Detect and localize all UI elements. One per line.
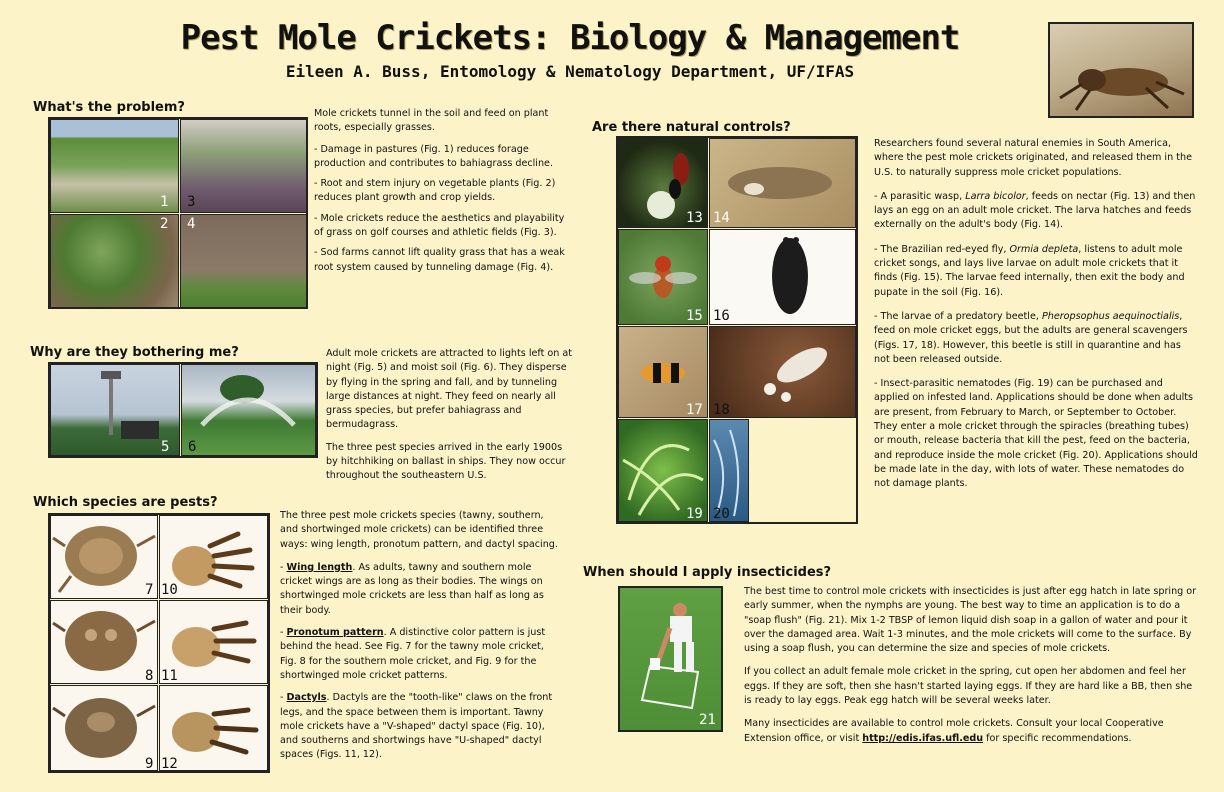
header-mole-cricket-photo xyxy=(1048,22,1194,118)
problem-text xyxy=(314,107,569,283)
problem-para-5: - Sod farms cannot lift quality grass that has a weak root system caused by tunneling damage (Fig. 4). xyxy=(314,247,565,273)
fig-9-number: 9 xyxy=(145,756,154,772)
insecticides-para-3 xyxy=(744,717,1200,746)
natural-text xyxy=(874,137,1198,500)
pronotum-pattern-label: Pronotum pattern xyxy=(286,627,384,639)
fig-14-number: 14 xyxy=(713,210,730,226)
fig-19-number: 19 xyxy=(686,506,703,522)
pronotum-pattern-text: . A distinctive color pattern is just behind the head. See Fig. 7 for the tawny mole cricket, Fig. 8 for the southern mole cricket, and Fig. 9 for the shortwinged mole cricket patterns. xyxy=(280,627,546,681)
insecticides-para-1: The best time to control mole crickets with insecticides is just after egg hatch in late spring or early summer, when the nymphs are young. The best way to time an application is to do a "soap flush" (Fig. 21). Mix 1-2 TBSP of lemon liquid dish soap in a gallon of water and pour it over the damaged area. Wait 1-3 minutes, and the mole crickets will come to the surface. By using a soap flush, you can determine the size and species of mole crickets. xyxy=(744,586,1197,655)
fly-text-pre: - The Brazilian red-eyed fly, xyxy=(874,243,1010,255)
fig-21-soap-flush-photo xyxy=(618,586,723,732)
fig-13-number: 13 xyxy=(686,210,703,226)
insecticides-heading: When should I apply insecticides? xyxy=(583,565,832,580)
natural-para-1: Researchers found several natural enemies in South America, where the pest mole crickets originated, and released them in the U.S. to naturally suppress mole cricket populations. xyxy=(874,138,1192,178)
problem-para-3: - Root and stem injury on vegetable plants (Fig. 2) reduces plant growth and crop yields. xyxy=(314,178,556,204)
fig-1-number: 1 xyxy=(160,194,169,210)
natural-para-5: - Insect-parasitic nematodes (Fig. 19) can be purchased and applied on infested land. Applications should be done when adults are present, from February to March, or September to October. They enter a mole cricket through the spiracles (breathing tubes) or mouth, release bacteria that kill the pest, feed on the bacteria, and reproduce inside the mole cricket (Fig. 20). Applications should be made late in the day, with lots of water. These nematodes do not damage plants. xyxy=(874,378,1198,490)
extension-text-pre: Many insecticides are available to control mole crickets. Consult your local Cooperative Extension office, or visit xyxy=(744,718,1164,744)
wing-length-label: Wing length xyxy=(286,561,353,573)
bothering-para-1: Adult mole crickets are attracted to lights left on at night (Fig. 5) and moist soil (Fig. 6). They disperse by flying in the spring and fall, and by tunneling large distances at night. They feed on nearly all grass species, but prefer bahiagrass and bermudagrass. xyxy=(326,348,573,431)
fig-11-number: 11 xyxy=(161,668,178,684)
natural-para-2 xyxy=(874,190,1198,233)
wasp-species-name: Larra bicolor xyxy=(965,190,1026,202)
insecticides-text xyxy=(744,585,1200,754)
beetle-text-post: , feed on mole cricket eggs, but the adults are general scavengers (Figs. 17, 18). However, this beetle is still in quarantine and has not been released outside. xyxy=(874,310,1188,365)
fig-8-number: 8 xyxy=(145,668,154,684)
species-dactyls: - Dactyls. Dactyls are the "tooth-like" claws on the front legs, and the space between them is important. Tawny mole crickets have a "V-shaped" dactyl space (Fig. 10), and southerns and shortwings have "U-shaped" dactyl spaces (Figs. 11, 12). xyxy=(280,692,553,761)
fig-9-shortwinged-pronotum-photo xyxy=(50,685,158,771)
species-wing: - Wing length. As adults, tawny and southern mole cricket wings are as long as their bodies. The wings on shortwinged mole crickets are less than half as long as their body. xyxy=(280,561,544,616)
problem-para-2: - Damage in pastures (Fig. 1) reduces forage production and contributes to bahiagrass decline. xyxy=(314,143,554,169)
natural-para-4 xyxy=(874,310,1198,367)
fig-5-number: 5 xyxy=(161,439,170,455)
wing-length-text: . As adults, tawny and southern mole cricket wings are as long as their bodies. The wings on shortwinged mole crickets are less than half as long as their body. xyxy=(280,561,544,616)
problem-para-1: Mole crickets tunnel in the soil and feed on plant roots, especially grasses. xyxy=(314,108,549,134)
fig-7-number: 7 xyxy=(145,582,154,598)
fly-text-post: , listens to adult mole cricket songs, and lays live larvae on adult mole crickets that it finds (Fig. 15). The larvae feed internally, then exit the body and pupate in the soil (Fig. 16). xyxy=(874,243,1185,298)
fig-3-number: 3 xyxy=(187,194,196,210)
fig-18-beetle-larva-photo xyxy=(709,326,856,418)
problem-para-4: - Mole crickets reduce the aesthetics and playability of grass on golf courses and athletic fields (Fig. 3). xyxy=(314,212,565,239)
fig-21-number: 21 xyxy=(699,712,716,728)
fig-7-tawny-pronotum-photo xyxy=(50,515,158,599)
fig-6-number: 6 xyxy=(188,439,197,455)
fig-4-number: 4 xyxy=(187,216,196,232)
species-text xyxy=(280,509,560,771)
natural-heading: Are there natural controls? xyxy=(592,120,791,135)
poster-title: Pest Mole Crickets: Biology & Management xyxy=(180,18,960,58)
dactyls-label: Dactyls xyxy=(286,692,327,704)
bothering-para-2: The three pest species arrived in the early 1900s by hitchhiking on ballast in ships. They now occur throughout the southeastern U.S. xyxy=(326,441,566,482)
fig-17-number: 17 xyxy=(686,402,703,418)
bothering-heading: Why are they bothering me? xyxy=(30,345,239,360)
problem-heading: What's the problem? xyxy=(33,100,185,115)
wasp-text-post: , feeds on nectar (Fig. 13) and then lays an egg on an adult mole cricket. The larva hatches and feeds externally on the adult's body (Fig. 14). xyxy=(874,190,1196,231)
beetle-species-name: Pheropsophus aequinoctialis xyxy=(1041,310,1180,322)
fig-3-golf-photo xyxy=(180,119,307,213)
fig-16-number: 16 xyxy=(713,308,730,324)
species-pronotum: - Pronotum pattern. A distinctive color pattern is just behind the head. See Fig. 7 for the tawny mole cricket, Fig. 8 for the southern mole cricket, and Fig. 9 for the shortwinged mole cricket patterns. xyxy=(280,627,546,681)
fig-2-number: 2 xyxy=(160,216,169,232)
bothering-text xyxy=(326,347,576,492)
edis-link[interactable]: http://edis.ifas.ufl.edu xyxy=(862,732,984,744)
fig-8-southern-pronotum-photo xyxy=(50,600,158,684)
insecticides-para-2: If you collect an adult female mole cricket in the spring, cut open her abdomen and feel her eggs. If they are soft, then she hasn't started laying eggs. If they are hard like a BB, then she is ready to lay eggs. Peak egg hatch will be several weeks later. xyxy=(744,666,1193,707)
beetle-text-pre: - The larvae of a predatory beetle, xyxy=(874,310,1042,322)
fig-16-pupa-photo xyxy=(709,229,856,325)
fig-6-sprinkler-photo xyxy=(181,364,316,456)
natural-para-3 xyxy=(874,243,1198,300)
species-heading: Which species are pests? xyxy=(33,495,218,510)
fig-15-number: 15 xyxy=(686,308,703,324)
fig-20-number: 20 xyxy=(713,506,730,522)
extension-text-post: for specific recommendations. xyxy=(983,732,1132,744)
fig-4-sod-photo xyxy=(180,214,307,308)
fly-species-name: Ormia depleta xyxy=(1009,243,1079,255)
fig-18-number: 18 xyxy=(713,402,730,418)
wasp-text-pre: - A parasitic wasp, xyxy=(874,190,966,202)
fig-10-number: 10 xyxy=(161,582,178,598)
fig-14-larva-photo xyxy=(709,138,856,228)
dactyls-text: . Dactyls are the "tooth-like" claws on the front legs, and the space between them is important. Tawny mole crickets have a "V-shaped" dactyl space (Fig. 10), and southerns and shortwings have "U-shaped" dactyl spaces (Figs. 11, 12). xyxy=(280,692,553,761)
species-intro: The three pest mole crickets species (tawny, southern, and shortwinged mole crickets) can be identified three ways: wing length, pronotum pattern, and dactyl spacing. xyxy=(280,510,558,550)
poster-author: Eileen A. Buss, Entomology & Nematology Department, UF/IFAS xyxy=(285,62,855,81)
fig-12-number: 12 xyxy=(161,756,178,772)
